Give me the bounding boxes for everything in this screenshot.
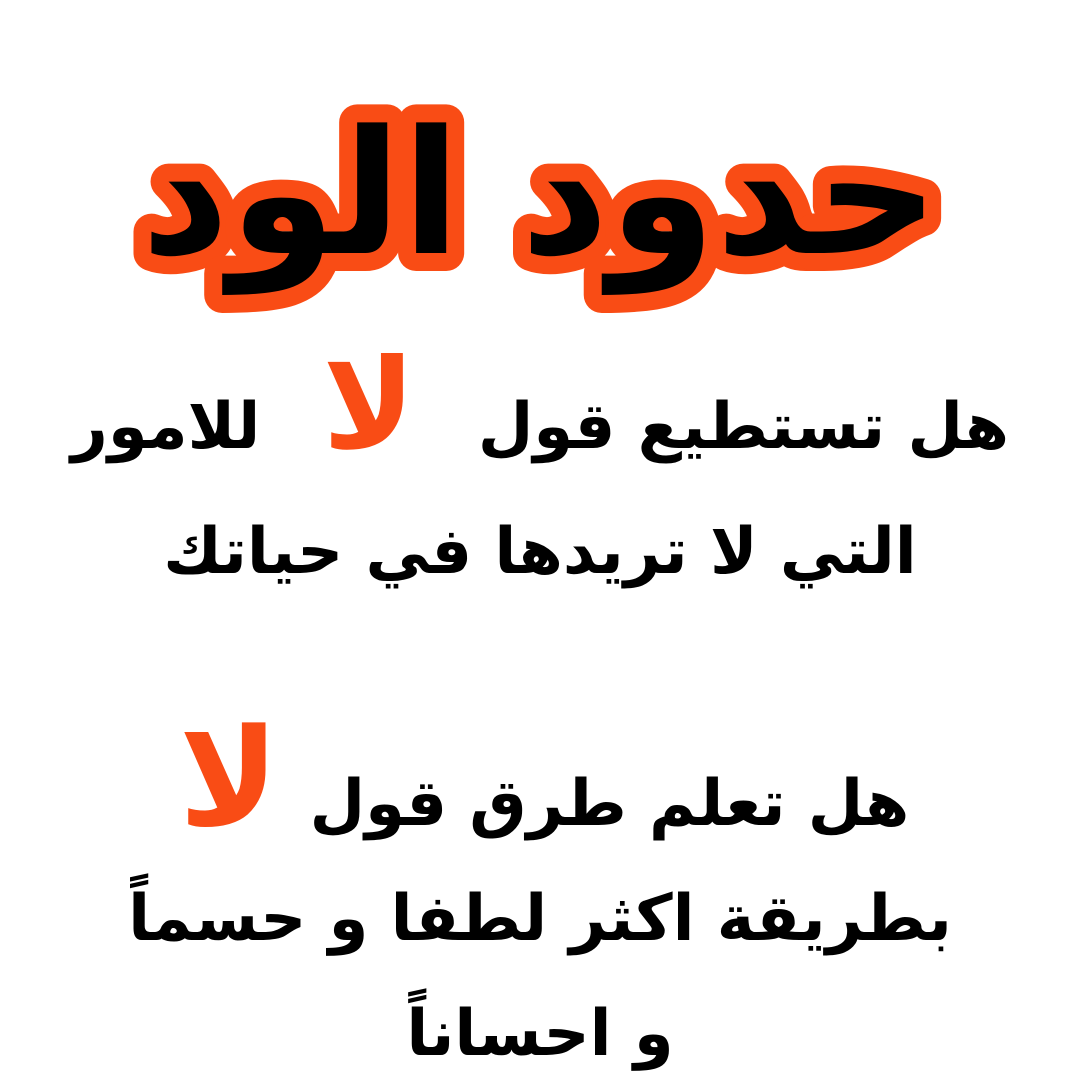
question-2-line-3-text: و احساناً (406, 997, 674, 1071)
highlighted-no-word-2: لا (178, 700, 280, 857)
question-1-line-1-after: للامور (71, 390, 261, 464)
question-2-line-1-before: هل تعلم طرق قول (309, 767, 910, 841)
question-1-line-2 (0, 490, 1080, 615)
question-1-line-1-before: هل تستطيع قول (477, 390, 1009, 464)
question-2-line-3 (0, 977, 1080, 1080)
question-2-line-1 (0, 700, 1080, 862)
question-2-line-2-text: بطريقة اكثر لطفا و حسماً (128, 882, 952, 956)
title-banner (0, 30, 1080, 330)
question-2-line-2 (0, 862, 1080, 977)
highlighted-no-word-1: لا (322, 333, 416, 478)
question-1-line-1 (0, 333, 1080, 490)
question-2 (0, 700, 1080, 1080)
page-title: حدود الود (140, 93, 940, 294)
question-1-line-2-text: التي لا تريدها في حياتك (163, 515, 917, 589)
question-1 (0, 333, 1080, 615)
